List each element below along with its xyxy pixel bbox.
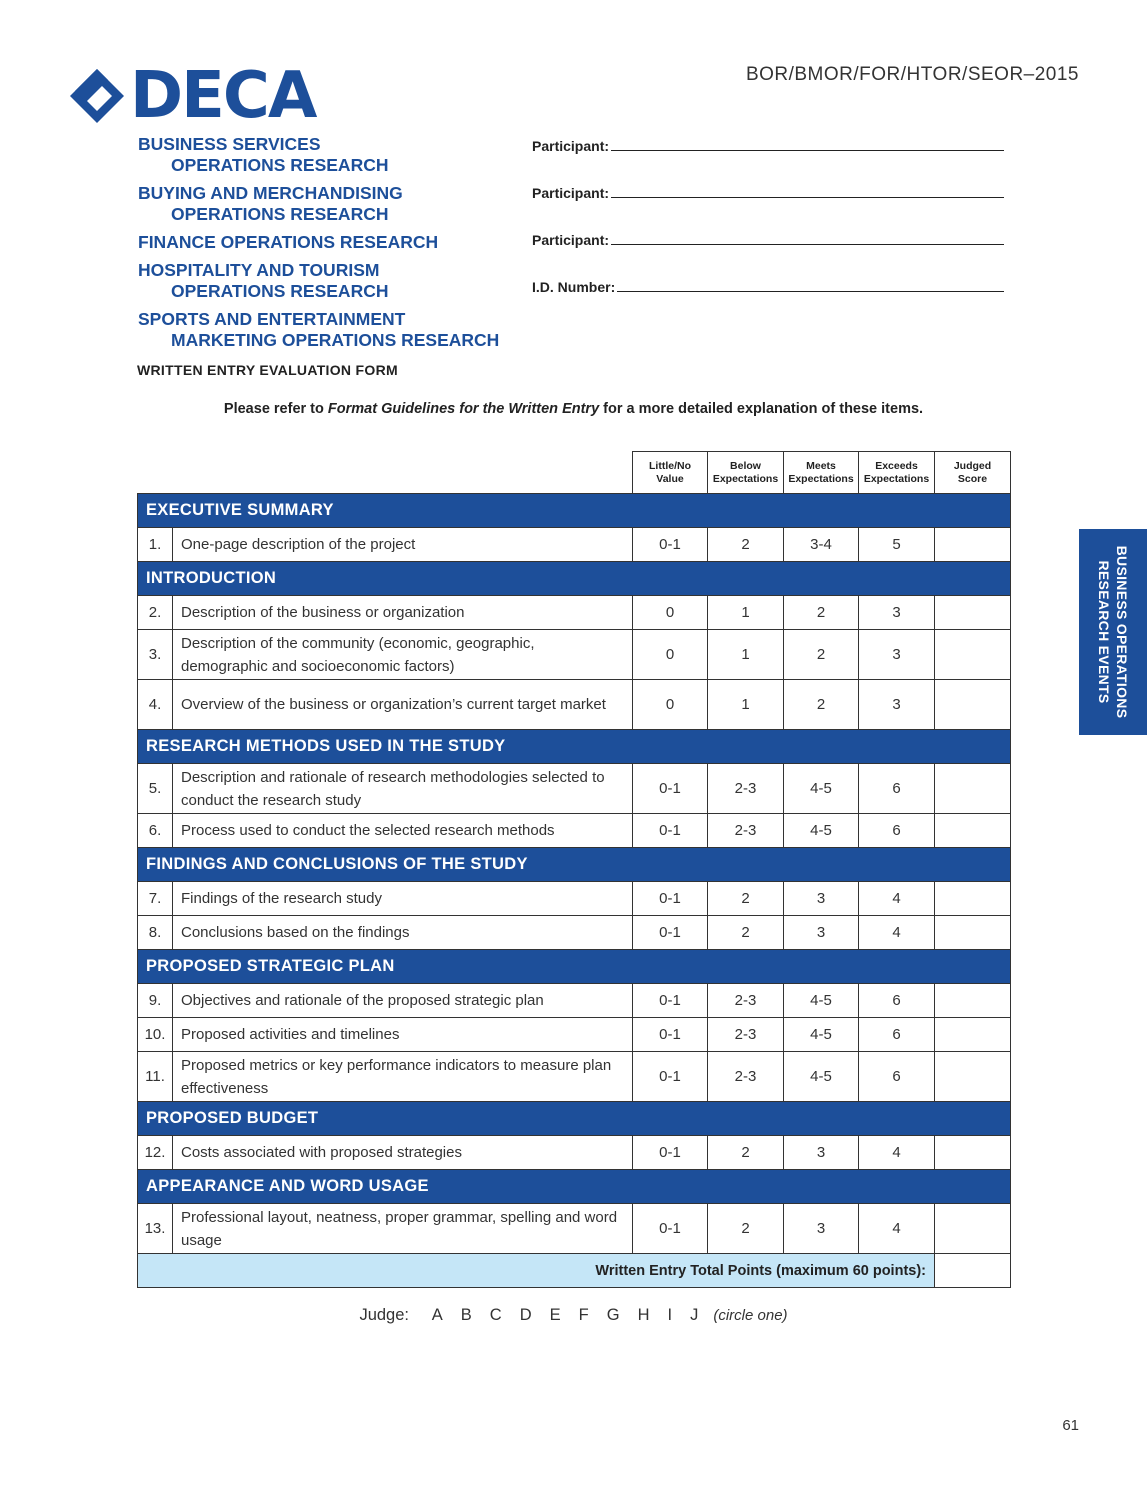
refer-italic: Format Guidelines for the Written Entry [327, 401, 600, 417]
event-line1: BUYING AND MERCHANDISING [138, 183, 403, 203]
judged-score-cell[interactable] [935, 814, 1011, 848]
judged-score-cell[interactable] [935, 1204, 1011, 1254]
event-line1: BUSINESS SERVICES [138, 134, 321, 154]
item-description: Objectives and rationale of the proposed strategic plan [173, 984, 633, 1018]
score-range: 4 [859, 1136, 935, 1170]
score-range: 3 [784, 1204, 859, 1254]
column-header-line2: Expectations [863, 472, 930, 485]
judged-score-cell[interactable] [935, 1052, 1011, 1102]
score-range: 0-1 [633, 1018, 708, 1052]
score-range: 2-3 [708, 764, 784, 814]
total-label: Written Entry Total Points (maximum 60 points): [138, 1254, 935, 1288]
score-range: 0-1 [633, 1052, 708, 1102]
item-description: Description of the business or organization [173, 596, 633, 630]
event-name [138, 232, 538, 253]
participant-field[interactable] [532, 134, 1004, 154]
judge-letter[interactable]: F [578, 1306, 589, 1324]
judge-letter[interactable]: C [489, 1306, 502, 1324]
item-description: Findings of the research study [173, 882, 633, 916]
score-range: 4-5 [784, 984, 859, 1018]
column-header-line1: Exceeds [875, 459, 918, 472]
score-range: 2-3 [708, 1052, 784, 1102]
event-name [138, 260, 538, 302]
score-range: 2-3 [708, 1018, 784, 1052]
event-line1: FINANCE OPERATIONS RESEARCH [138, 232, 439, 252]
judged-score-cell[interactable] [935, 916, 1011, 950]
judge-label: Judge: [359, 1306, 409, 1324]
score-range: 2 [708, 528, 784, 562]
score-range: 3 [859, 596, 935, 630]
score-range: 4-5 [784, 814, 859, 848]
score-range: 0 [633, 630, 708, 680]
event-line2: OPERATIONS RESEARCH [171, 281, 389, 301]
judge-letter[interactable]: G [606, 1306, 620, 1324]
logo-wordmark: DECA [130, 59, 316, 133]
judge-letter[interactable]: A [431, 1306, 443, 1324]
item-description: Process used to conduct the selected research methods [173, 814, 633, 848]
column-header [784, 452, 859, 494]
table-row [138, 1204, 1011, 1254]
judged-score-cell[interactable] [935, 528, 1011, 562]
circle-one-note: (circle one) [713, 1307, 788, 1324]
table-row [138, 1018, 1011, 1052]
judge-letter[interactable]: J [690, 1306, 699, 1324]
column-header [859, 452, 935, 494]
column-header-line2: Expectations [712, 472, 779, 485]
judge-letter[interactable]: I [667, 1306, 673, 1324]
section-header-row [138, 494, 1011, 528]
event-line1: HOSPITALITY AND TOURISM [138, 260, 380, 280]
score-range: 6 [859, 814, 935, 848]
section-header-row [138, 1102, 1011, 1136]
section-title: PROPOSED BUDGET [138, 1102, 1011, 1136]
column-header [633, 452, 708, 494]
judge-letter[interactable]: D [519, 1306, 532, 1324]
judged-score-cell[interactable] [935, 596, 1011, 630]
score-range: 3-4 [784, 528, 859, 562]
item-number: 8. [138, 916, 173, 950]
table-row [138, 984, 1011, 1018]
score-range: 5 [859, 528, 935, 562]
score-range: 2-3 [708, 984, 784, 1018]
section-title: INTRODUCTION [138, 562, 1011, 596]
section-header-row [138, 848, 1011, 882]
field-line[interactable] [611, 150, 1004, 151]
table-row [138, 630, 1011, 680]
item-number: 10. [138, 1018, 173, 1052]
table-row [138, 680, 1011, 730]
field-line[interactable] [611, 197, 1004, 198]
item-description: Professional layout, neatness, proper grammar, spelling and word usage [173, 1204, 633, 1254]
event-name [138, 134, 538, 176]
column-header-line1: Meets [806, 459, 836, 472]
column-header [935, 452, 1011, 494]
event-line2: OPERATIONS RESEARCH [171, 155, 389, 175]
score-range: 4 [859, 882, 935, 916]
section-title: PROPOSED STRATEGIC PLAN [138, 950, 1011, 984]
event-name [138, 309, 538, 351]
item-number: 4. [138, 680, 173, 730]
score-range: 2 [708, 1136, 784, 1170]
item-number: 3. [138, 630, 173, 680]
score-range: 2 [708, 916, 784, 950]
column-header-line2: Score [957, 472, 988, 485]
section-header-row [138, 562, 1011, 596]
score-range: 0-1 [633, 764, 708, 814]
judged-score-cell[interactable] [935, 882, 1011, 916]
score-range: 0-1 [633, 1136, 708, 1170]
table-row [138, 916, 1011, 950]
item-number: 13. [138, 1204, 173, 1254]
column-header-line2: Value [656, 472, 684, 485]
item-description: Proposed activities and timelines [173, 1018, 633, 1052]
deca-diamond-icon [68, 67, 126, 125]
field-label: I.D. Number: [532, 279, 616, 295]
score-range: 4-5 [784, 764, 859, 814]
field-label: Participant: [532, 138, 610, 154]
form-title: WRITTEN ENTRY EVALUATION FORM [137, 362, 398, 378]
judged-score-cell[interactable] [935, 1018, 1011, 1052]
score-range: 1 [708, 630, 784, 680]
score-range: 0-1 [633, 814, 708, 848]
item-description: Costs associated with proposed strategies [173, 1136, 633, 1170]
table-row [138, 1052, 1011, 1102]
score-range: 6 [859, 984, 935, 1018]
field-line[interactable] [611, 244, 1004, 245]
judge-letter[interactable]: B [460, 1306, 472, 1324]
score-range: 0-1 [633, 528, 708, 562]
event-name [138, 183, 538, 225]
judge-selection [0, 1306, 1147, 1325]
side-tab [1079, 529, 1147, 735]
column-header-line1: Judged [953, 459, 992, 472]
item-number: 1. [138, 528, 173, 562]
column-header-line1: Little/No [649, 459, 691, 472]
score-range: 6 [859, 764, 935, 814]
score-range: 2 [708, 1204, 784, 1254]
judged-score-cell[interactable] [935, 1136, 1011, 1170]
score-range: 4 [859, 1204, 935, 1254]
score-range: 2-3 [708, 814, 784, 848]
judged-score-cell[interactable] [935, 764, 1011, 814]
score-range: 6 [859, 1052, 935, 1102]
table-row [138, 1136, 1011, 1170]
participant-field[interactable] [532, 201, 1004, 248]
item-description: Proposed metrics or key performance indicators to measure plan effectiveness [173, 1052, 633, 1102]
item-number: 7. [138, 882, 173, 916]
page-number: 61 [1062, 1417, 1079, 1434]
item-number: 9. [138, 984, 173, 1018]
table-row [138, 596, 1011, 630]
event-line1: SPORTS AND ENTERTAINMENT [138, 309, 406, 329]
score-range: 4-5 [784, 1052, 859, 1102]
score-range: 0 [633, 680, 708, 730]
section-title: EXECUTIVE SUMMARY [138, 494, 1011, 528]
participant-field[interactable] [532, 154, 1004, 201]
score-range: 2 [784, 630, 859, 680]
score-range: 1 [708, 596, 784, 630]
event-line2: OPERATIONS RESEARCH [171, 204, 389, 224]
item-description: One-page description of the project [173, 528, 633, 562]
item-number: 2. [138, 596, 173, 630]
item-number: 12. [138, 1136, 173, 1170]
score-range: 3 [859, 630, 935, 680]
section-header-row [138, 1170, 1011, 1204]
score-range: 2 [784, 680, 859, 730]
item-number: 6. [138, 814, 173, 848]
section-title: APPEARANCE AND WORD USAGE [138, 1170, 1011, 1204]
field-label: Participant: [532, 232, 610, 248]
score-range: 4 [859, 916, 935, 950]
table-row [138, 528, 1011, 562]
score-range: 0-1 [633, 984, 708, 1018]
header-blank [138, 452, 633, 494]
section-title: FINDINGS AND CONCLUSIONS OF THE STUDY [138, 848, 1011, 882]
table-row [138, 882, 1011, 916]
score-range: 3 [784, 882, 859, 916]
field-line[interactable] [617, 291, 1004, 292]
score-range: 0-1 [633, 916, 708, 950]
item-description: Overview of the business or organization’s current target market [173, 680, 633, 730]
score-range: 1 [708, 680, 784, 730]
score-range: 0-1 [633, 882, 708, 916]
field-label: Participant: [532, 185, 610, 201]
score-range: 0 [633, 596, 708, 630]
column-header-line1: Below [730, 459, 761, 472]
judged-score-cell[interactable] [935, 680, 1011, 730]
total-score-cell[interactable] [935, 1254, 1011, 1288]
score-range: 4-5 [784, 1018, 859, 1052]
evaluation-table [137, 451, 1011, 1288]
score-range: 3 [859, 680, 935, 730]
section-title: RESEARCH METHODS USED IN THE STUDY [138, 730, 1011, 764]
judge-letter[interactable]: E [549, 1306, 561, 1324]
item-number: 5. [138, 764, 173, 814]
table-row [138, 764, 1011, 814]
item-description: Conclusions based on the findings [173, 916, 633, 950]
score-range: 3 [784, 1136, 859, 1170]
item-number: 11. [138, 1052, 173, 1102]
score-range: 2 [708, 882, 784, 916]
section-header-row [138, 950, 1011, 984]
table-row [138, 814, 1011, 848]
id-number-field[interactable] [532, 248, 1004, 295]
column-header-line2: Expectations [788, 472, 854, 485]
score-range: 2 [784, 596, 859, 630]
item-description: Description of the community (economic, geographic, demographic and socioeconomic factors) [173, 630, 633, 680]
side-tab-line2: RESEARCH EVENTS [1096, 560, 1112, 704]
refer-before: Please refer to [223, 401, 328, 417]
judge-letter[interactable]: H [637, 1306, 650, 1324]
deca-logo [68, 59, 316, 133]
column-header [708, 452, 784, 494]
refer-note [0, 401, 1147, 417]
table-header-row [138, 452, 1011, 494]
document-code: BOR/BMOR/FOR/HTOR/SEOR–2015 [745, 64, 1079, 85]
item-description: Description and rationale of research methodologies selected to conduct the research study [173, 764, 633, 814]
judged-score-cell[interactable] [935, 630, 1011, 680]
side-tab-line1: BUSINESS OPERATIONS [1114, 545, 1130, 719]
participant-fields [532, 134, 1004, 295]
score-range: 6 [859, 1018, 935, 1052]
section-header-row [138, 730, 1011, 764]
judged-score-cell[interactable] [935, 984, 1011, 1018]
total-row [138, 1254, 1011, 1288]
event-line2: MARKETING OPERATIONS RESEARCH [171, 330, 500, 350]
score-range: 0-1 [633, 1204, 708, 1254]
refer-after: for a more detailed explanation of these items. [599, 401, 924, 417]
score-range: 3 [784, 916, 859, 950]
event-list [138, 134, 538, 358]
